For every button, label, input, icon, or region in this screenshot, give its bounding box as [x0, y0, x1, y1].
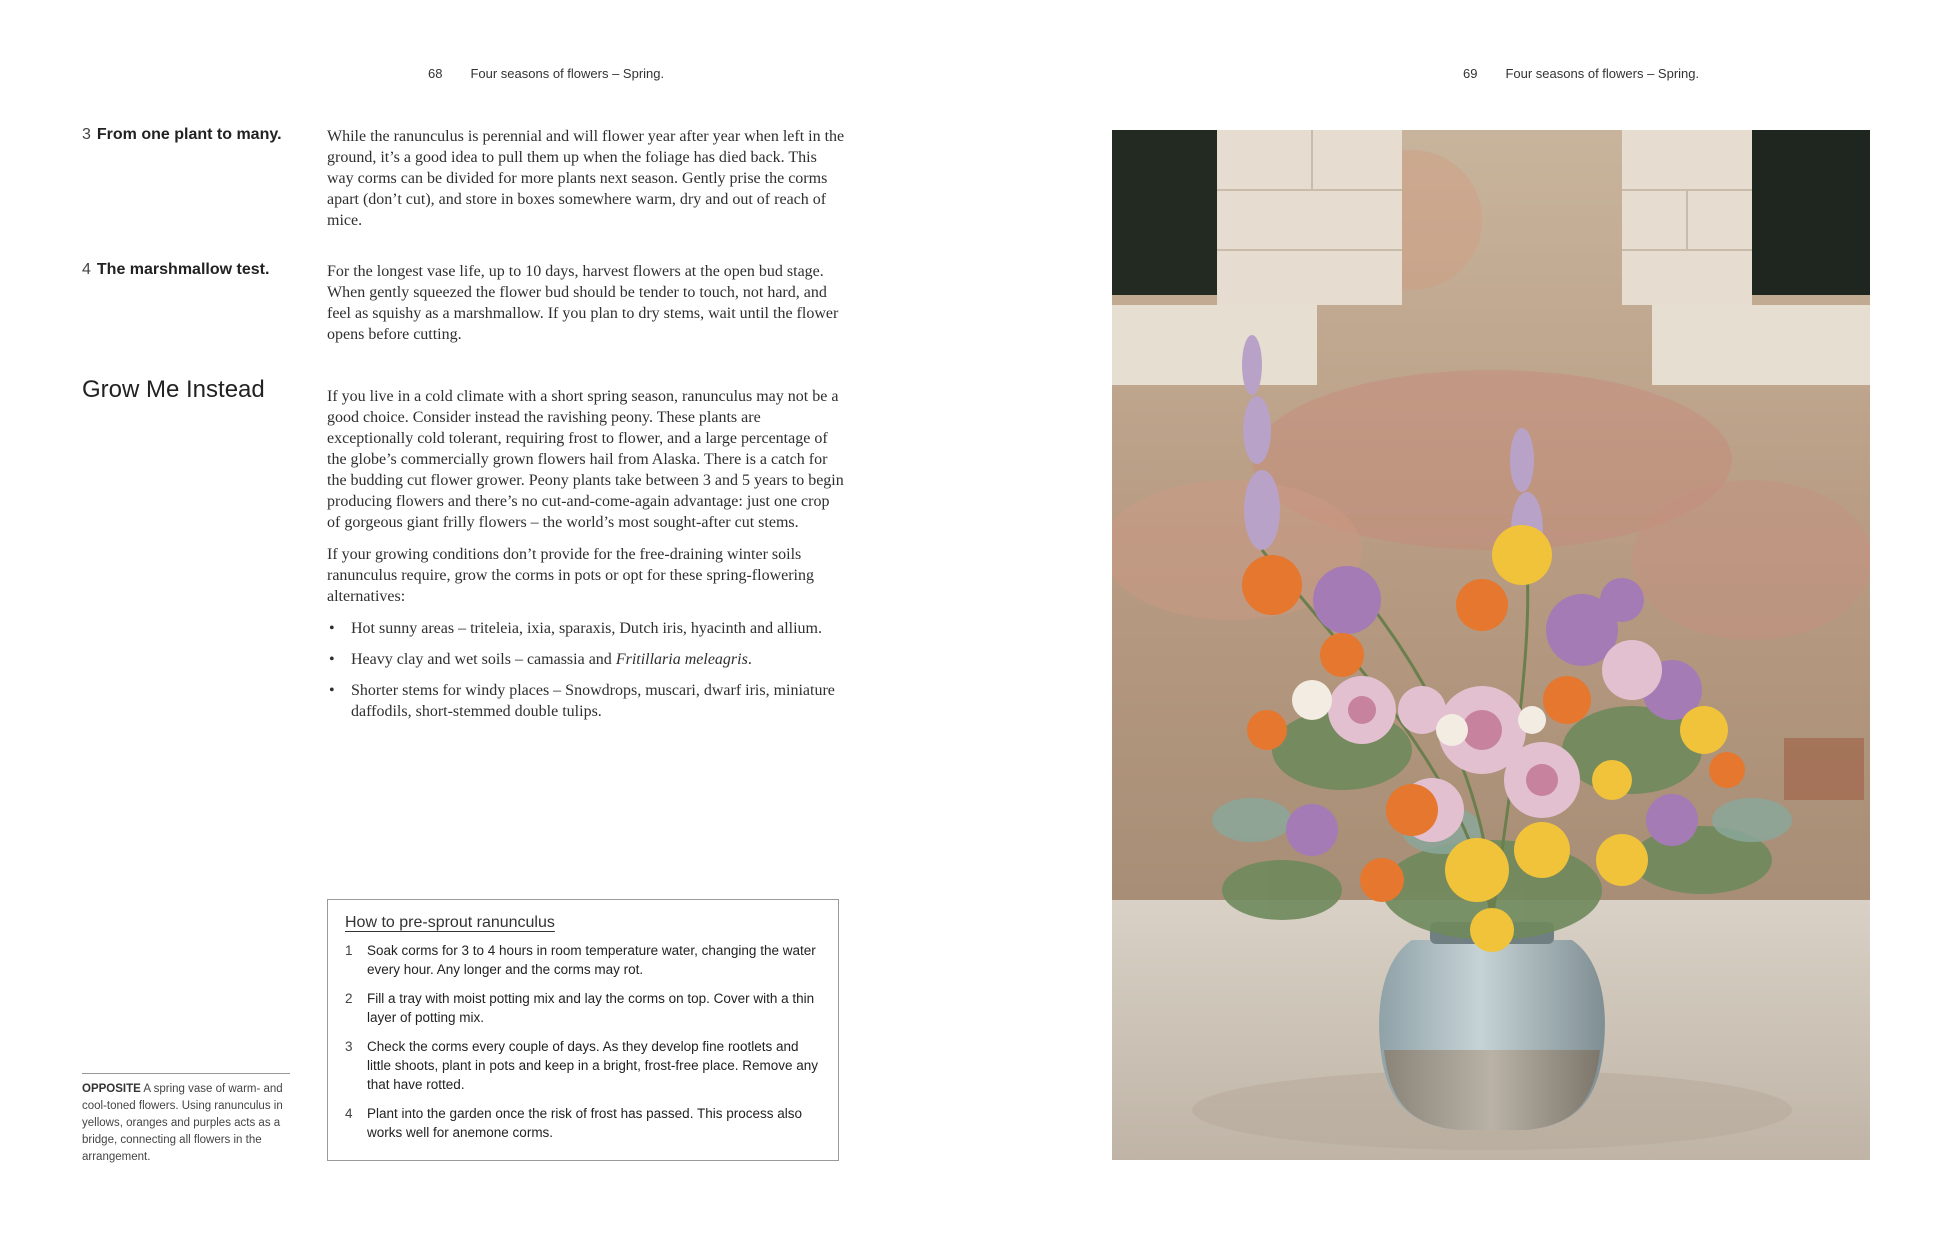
- tip-4-body: [327, 261, 845, 356]
- section-body: [327, 386, 845, 732]
- caption-lead: OPPOSITE: [82, 1083, 141, 1095]
- list-item: [327, 649, 845, 670]
- step-number: 1: [345, 943, 353, 958]
- running-head-text-right: Four seasons of flowers – Spring.: [1505, 66, 1700, 81]
- howto-title: How to pre-sprout ranunculus: [345, 914, 555, 931]
- tip-4-heading: [82, 261, 312, 279]
- section-paragraph-2: If your growing conditions don’t provide for the free-draining winter soils ranunculus require, grow the corms in pots or opt for these spring-flowering alternatives:: [327, 546, 814, 605]
- tip-3-heading: [82, 126, 312, 144]
- bullet-2-prefix: Heavy clay and wet soils – camassia and: [351, 651, 616, 668]
- step-number: 4: [345, 1106, 353, 1121]
- alternatives-list: [327, 618, 845, 722]
- step-text: Check the corms every couple of days. As they develop fine rootlets and little shoots, plant in pots and keep in a bright, frost-free place. Remove any that have rotted.: [367, 1039, 818, 1092]
- page-number-right: 69: [1463, 66, 1478, 81]
- tip-3-title: From one plant to many.: [96, 126, 282, 143]
- running-head-text-left: Four seasons of flowers – Spring.: [470, 66, 665, 81]
- howto-step: [345, 989, 822, 1027]
- howto-box: [327, 899, 839, 1161]
- flower-arrangement-illustration: [1112, 130, 1870, 1160]
- step-number: 2: [345, 991, 353, 1006]
- tip-3-body: [327, 126, 845, 242]
- running-head-left: [428, 66, 664, 81]
- howto-step: [345, 1037, 822, 1094]
- caption-text: A spring vase of warm- and cool-toned flowers. Using ranunculus in yellows, oranges and purples acts as a bridge, connecting all flowers in the arrangement.: [82, 1083, 283, 1163]
- list-item: [327, 618, 845, 639]
- page-number-left: 68: [428, 66, 443, 81]
- photo-caption: [82, 1081, 297, 1166]
- step-text: Soak corms for 3 to 4 hours in room temperature water, changing the water every hour. Any longer and the corms may rot.: [367, 943, 816, 977]
- caption-rule: [82, 1073, 290, 1074]
- bullet-2-italic: Fritillaria meleagris: [615, 651, 748, 668]
- bullet-2-suffix: .: [747, 651, 752, 668]
- section-paragraph-1: If you live in a cold climate with a short spring season, ranunculus may not be a good choice. Consider instead the ravishing peony. These plants are exceptionally cold tolerant, requiring frost to flower, and a large percentage of the globe’s commercially grown flowers hail from Alaska. There is a catch for the budding cut flower grower. Peony plants take between 3 and 5 years to begin producing flowers and there’s no cut-and-come-again advantage: just one crop of gorgeous giant frilly flowers – the world’s most sought-after cut stems.: [327, 388, 844, 531]
- list-item: [327, 680, 845, 722]
- bullet-3-text: Shorter stems for windy places – Snowdrops, muscari, dwarf iris, miniature daffodils, short-stemmed double tulips.: [351, 682, 835, 720]
- running-head-right: [1463, 66, 1699, 81]
- tip-3-number: 3: [82, 126, 91, 143]
- howto-step: [345, 1104, 822, 1142]
- tip-4-title: The marshmallow test.: [96, 261, 270, 278]
- howto-step: [345, 941, 822, 979]
- tip-4-text: For the longest vase life, up to 10 days, harvest flowers at the open bud stage. When gently squeezed the flower bud should be tender to touch, not hard, and feel as squishy as a marshmallow. If you plan to dry stems, wait until the flower opens before cutting.: [327, 263, 839, 343]
- tip-4-number: 4: [82, 261, 91, 278]
- bullet-1-text: Hot sunny areas – triteleia, ixia, sparaxis, Dutch iris, hyacinth and allium.: [351, 620, 822, 637]
- step-number: 3: [345, 1039, 353, 1054]
- step-text: Plant into the garden once the risk of frost has passed. This process also works well for anemone corms.: [367, 1106, 802, 1140]
- tip-3-text: While the ranunculus is perennial and will flower year after year when left in the ground, it’s a good idea to pull them up when the foliage has died back. This way corms can be divided for more plants next season. Gently prise the corms apart (don’t cut), and store in boxes somewhere warm, dry and out of reach of mice.: [327, 128, 845, 229]
- section-heading: Grow Me Instead: [82, 376, 265, 403]
- flower-vase-photo: [1112, 130, 1870, 1160]
- step-text: Fill a tray with moist potting mix and lay the corms on top. Cover with a thin layer of potting mix.: [367, 991, 815, 1025]
